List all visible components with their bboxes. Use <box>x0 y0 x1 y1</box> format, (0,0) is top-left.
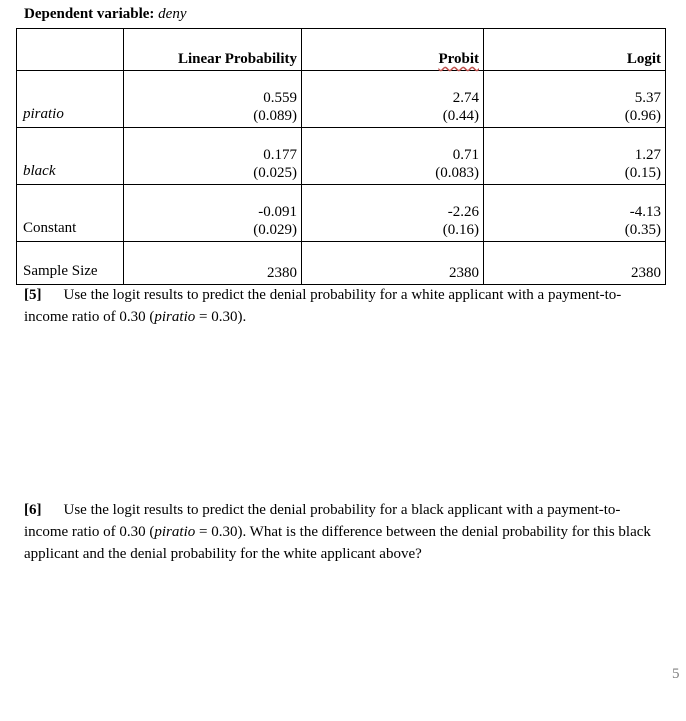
regression-results-table <box>16 28 666 285</box>
std-error: (0.025) <box>253 165 297 181</box>
question-text-end: = 0.30). What is the difference between the denial probability for this black applicant and the denial probability for the white applicant above? <box>24 524 651 562</box>
sample-size-value: 2380 <box>484 242 666 285</box>
header-linear-probability: Linear Probability <box>124 29 302 71</box>
table-cell <box>484 71 666 128</box>
question-text: Use the logit results to predict the denial probability for a black applicant with a payment-to-income ratio of 0.30 ( <box>24 502 621 540</box>
header-probit <box>302 29 484 71</box>
table-cell <box>124 71 302 128</box>
dependent-variable-name: deny <box>158 6 187 22</box>
row-label-constant: Constant <box>17 185 124 242</box>
table-cell <box>124 128 302 185</box>
sample-size-value: 2380 <box>302 242 484 285</box>
coef: -2.26 <box>447 204 479 220</box>
coef: 2.74 <box>452 90 479 106</box>
question-text: Use the logit results to predict the denial probability for a white applicant with a payment-to-income ratio of 0.30 ( <box>24 287 622 325</box>
question-text-end: = 0.30). <box>195 309 247 325</box>
coef: 1.27 <box>634 147 661 163</box>
coef: -4.13 <box>629 204 661 220</box>
table-row <box>17 71 666 128</box>
coef: 0.71 <box>452 147 479 163</box>
question-variable: piratio <box>154 309 196 325</box>
std-error: (0.089) <box>253 108 297 124</box>
sample-size-row <box>17 242 666 285</box>
std-error: (0.083) <box>435 165 479 181</box>
coef: 5.37 <box>634 90 661 106</box>
table-header-row <box>17 29 666 71</box>
question-number: [6] <box>24 502 42 518</box>
table-row <box>17 185 666 242</box>
coef: 0.177 <box>263 147 297 163</box>
std-error: (0.029) <box>253 222 297 238</box>
header-logit: Logit <box>484 29 666 71</box>
std-error: (0.15) <box>624 165 661 181</box>
table-row <box>17 128 666 185</box>
coef: -0.091 <box>258 204 297 220</box>
header-blank-cell <box>17 29 124 71</box>
std-error: (0.96) <box>624 108 661 124</box>
table-cell <box>302 185 484 242</box>
dependent-variable-heading <box>24 6 187 23</box>
sample-size-value: 2380 <box>124 242 302 285</box>
question-5 <box>24 284 654 328</box>
table-cell <box>302 71 484 128</box>
std-error: (0.44) <box>442 108 479 124</box>
row-label-black: black <box>17 128 124 185</box>
table-cell <box>302 128 484 185</box>
question-6 <box>24 499 654 565</box>
question-variable: piratio <box>154 524 196 540</box>
table-cell <box>484 128 666 185</box>
heading-label: Dependent variable: <box>24 6 155 22</box>
probit-label: Probit <box>438 51 479 67</box>
std-error: (0.35) <box>624 222 661 238</box>
sample-size-label: Sample Size <box>17 242 124 285</box>
table-cell <box>124 185 302 242</box>
coef: 0.559 <box>263 90 297 106</box>
table-cell <box>484 185 666 242</box>
std-error: (0.16) <box>442 222 479 238</box>
question-number: [5] <box>24 287 42 303</box>
page-number: 5 <box>672 666 680 682</box>
row-label-piratio: piratio <box>17 71 124 128</box>
